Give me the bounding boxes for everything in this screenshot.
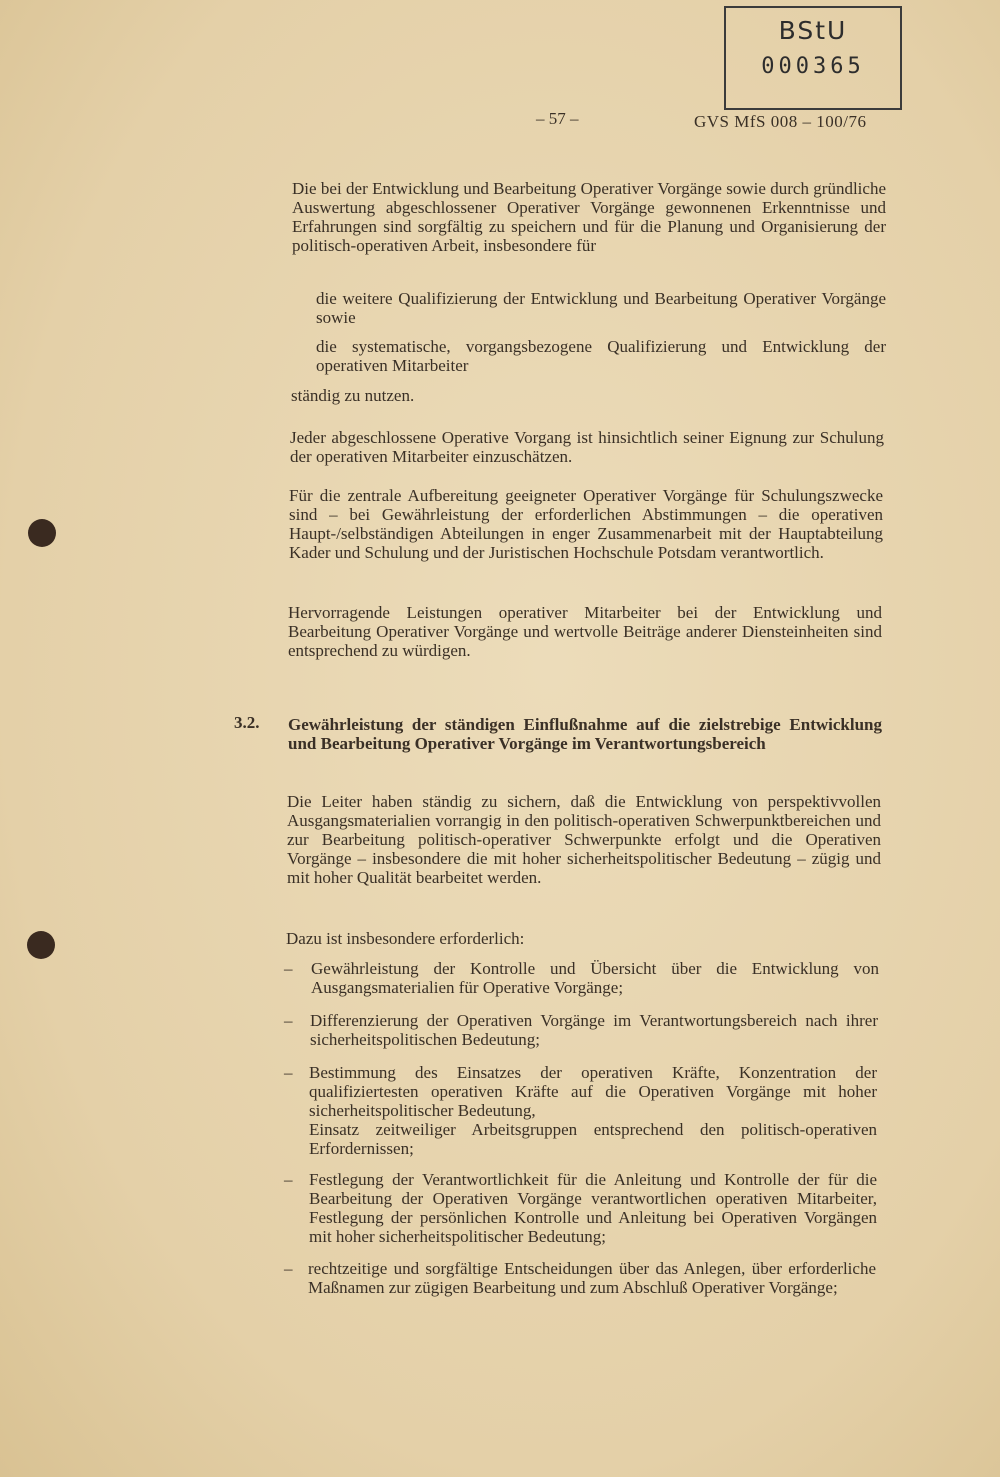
- punch-hole-lower: [27, 931, 55, 959]
- list-item: Bestimmung des Einsatzes der operativen Kräfte, Konzentration der qualifiziertesten operativen Kräfte auf die Operativen Vorgänge mit hoher sicherheitspolitischer Bedeutung,: [309, 1063, 877, 1120]
- section-lead: Dazu ist insbesondere erforderlich:: [286, 929, 525, 948]
- archive-stamp: [724, 6, 902, 110]
- list-item: Gewährleistung der Kontrolle und Übersicht über die Entwicklung von Ausgangsmaterialien für Operative Vorgänge;: [311, 959, 879, 997]
- stamp-number: 000365: [761, 54, 865, 79]
- page-number: – 57 –: [536, 109, 579, 128]
- list-bullet: –: [284, 1259, 293, 1278]
- punch-hole-upper: [28, 519, 56, 547]
- paragraph-3: Für die zentrale Aufbereitung geeigneter Operativer Vorgänge für Schulungszwecke sind – bei Gewährleistung der erforderlichen Abstimmungen – die operativen Haupt-/selbständigen Abteilungen in enger Zusammenarbeit mit der Hauptabteilung Kader und Schulung und der Juristischen Hochschule Potsdam verantwortlich.: [289, 486, 883, 562]
- paragraph-4: Hervorragende Leistungen operativer Mitarbeiter bei der Entwicklung und Bearbeitung Operativer Vorgänge und wertvolle Beiträge anderer Diensteinheiten sind entsprechend zu würdigen.: [288, 603, 882, 660]
- list-bullet: –: [284, 1063, 293, 1082]
- list-item: Differenzierung der Operativen Vorgänge im Verantwortungsbereich nach ihrer sicherheitspolitischen Bedeutung;: [310, 1011, 878, 1049]
- list-item-continuation: Einsatz zeitweiliger Arbeitsgruppen entsprechend den politisch-operativen Erfordernissen;: [309, 1120, 877, 1158]
- section-number: 3.2.: [234, 713, 260, 732]
- document-reference: GVS MfS 008 – 100/76: [694, 112, 867, 131]
- list-bullet: –: [284, 959, 293, 978]
- list-item: Festlegung der Verantwortlichkeit für die Anleitung und Kontrolle der für die Bearbeitung der Operativen Vorgänge verantwortlichen operativen Mitarbeiter, Festlegung der persönlichen Kontrolle und Anleitung bei Operativen Vorgängen mit hoher sicherheitspolitischer Bedeutung;: [309, 1170, 877, 1246]
- paragraph-1-item-1: die weitere Qualifizierung der Entwicklung und Bearbeitung Operativer Vorgänge sowie: [316, 289, 886, 327]
- paragraph-1: Die bei der Entwicklung und Bearbeitung Operativer Vorgänge sowie durch gründliche Auswertung abgeschlossener Operativer Vorgänge gewonnenen Erkenntnisse und Erfahrungen sind sorgfältig zu speichern und für die Planung und Organisierung der politisch-operativen Arbeit, insbesondere für: [292, 179, 886, 255]
- list-bullet: –: [284, 1011, 293, 1030]
- section-title: Gewährleistung der ständigen Einflußnahme auf die zielstrebige Entwicklung und Bearbeitung Operativer Vorgänge im Verantwortungsbereich: [288, 715, 882, 753]
- paragraph-1-item-2: die systematische, vorgangsbezogene Qualifizierung und Entwicklung der operativen Mitarbeiter: [316, 337, 886, 375]
- stamp-title: BStU: [778, 16, 848, 45]
- section-intro: Die Leiter haben ständig zu sichern, daß die Entwicklung von perspektivvollen Ausgangsmaterialien vorrangig in den politisch-operativen Schwerpunktbereichen und zur Bearbeitung politisch-operativer Schwerpunkte erfolgt und die Operativen Vorgänge – insbesondere die mit hoher sicherheitspolitischer Bedeutung – zügig und mit hoher Qualität bearbeitet werden.: [287, 792, 881, 887]
- paragraph-2: Jeder abgeschlossene Operative Vorgang ist hinsichtlich seiner Eignung zur Schulung der operativen Mitarbeiter einzuschätzen.: [290, 428, 884, 466]
- list-item: rechtzeitige und sorgfältige Entscheidungen über das Anlegen, über erforderliche Maßnamen zur zügigen Bearbeitung und zum Abschluß Operativer Vorgänge;: [308, 1259, 876, 1297]
- paragraph-1-end: ständig zu nutzen.: [291, 386, 415, 405]
- list-bullet: –: [284, 1170, 293, 1189]
